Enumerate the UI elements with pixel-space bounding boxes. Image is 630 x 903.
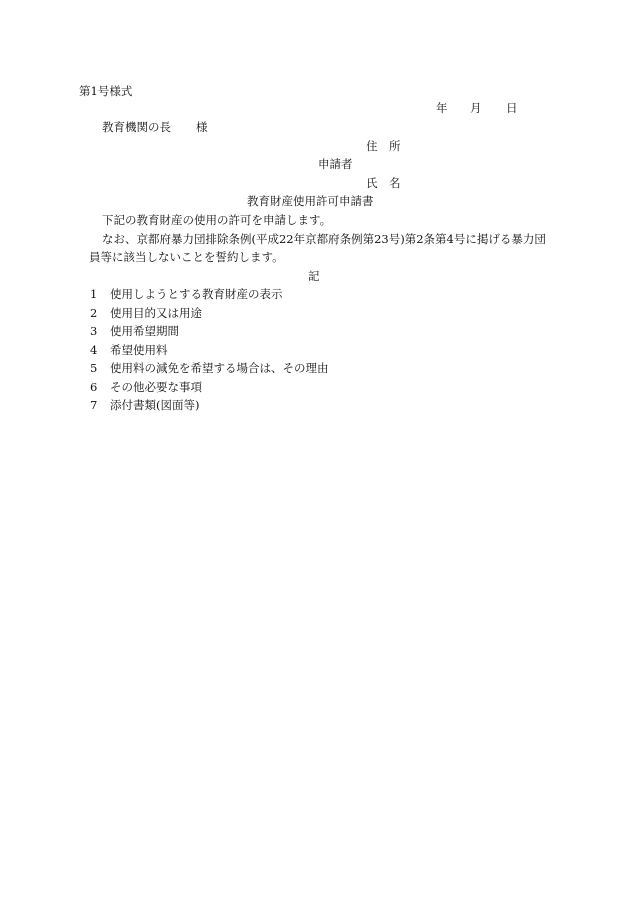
list-item-number: 3 (90, 324, 98, 338)
addressee-honorific: 様 (196, 120, 208, 134)
list-item-number: 1 (90, 287, 98, 301)
body-paragraph-2-line-2: 員等に該当しないことを誓約します。 (89, 250, 284, 264)
list-item (90, 361, 329, 375)
list-item-number: 2 (90, 306, 98, 320)
date-month: 月 (470, 101, 482, 115)
list-item (90, 398, 199, 412)
form-number: 第1号様式 (79, 84, 133, 98)
list-item-text: 添付書類(図面等) (110, 398, 200, 412)
list-item-number: 5 (90, 361, 98, 375)
applicant-label: 申請者 (318, 157, 353, 171)
address-label: 住 所 (366, 139, 401, 153)
list-item (90, 324, 179, 338)
list-item (90, 343, 168, 357)
list-item-number: 6 (90, 380, 98, 394)
list-item-text: 使用目的又は用途 (110, 306, 202, 320)
name-label: 氏 名 (366, 176, 401, 190)
list-item (90, 287, 283, 301)
date-year: 年 (436, 101, 448, 115)
document-title: 教育財産使用許可申請書 (247, 194, 374, 208)
list-item (90, 306, 202, 320)
addressee-name: 教育機関の長 (102, 120, 171, 134)
list-item-text: 使用料の減免を希望する場合は、その理由 (110, 361, 329, 375)
list-item-text: 使用しようとする教育財産の表示 (110, 287, 283, 301)
body-paragraph-2-line-1: なお、京都府暴力団排除条例(平成22年京都府条例第23号)第2条第4号に掲げる暴力団 (102, 232, 546, 246)
ki-heading: 記 (308, 269, 320, 283)
list-item-number: 4 (90, 343, 98, 357)
list-item-text: 希望使用料 (110, 343, 168, 357)
list-item-text: その他必要な事項 (110, 380, 202, 394)
list-item-number: 7 (90, 398, 98, 412)
list-item-text: 使用希望期間 (110, 324, 179, 338)
body-paragraph-1: 下記の教育財産の使用の許可を申請します。 (102, 213, 332, 227)
date-day: 日 (506, 101, 518, 115)
list-item (90, 380, 202, 394)
